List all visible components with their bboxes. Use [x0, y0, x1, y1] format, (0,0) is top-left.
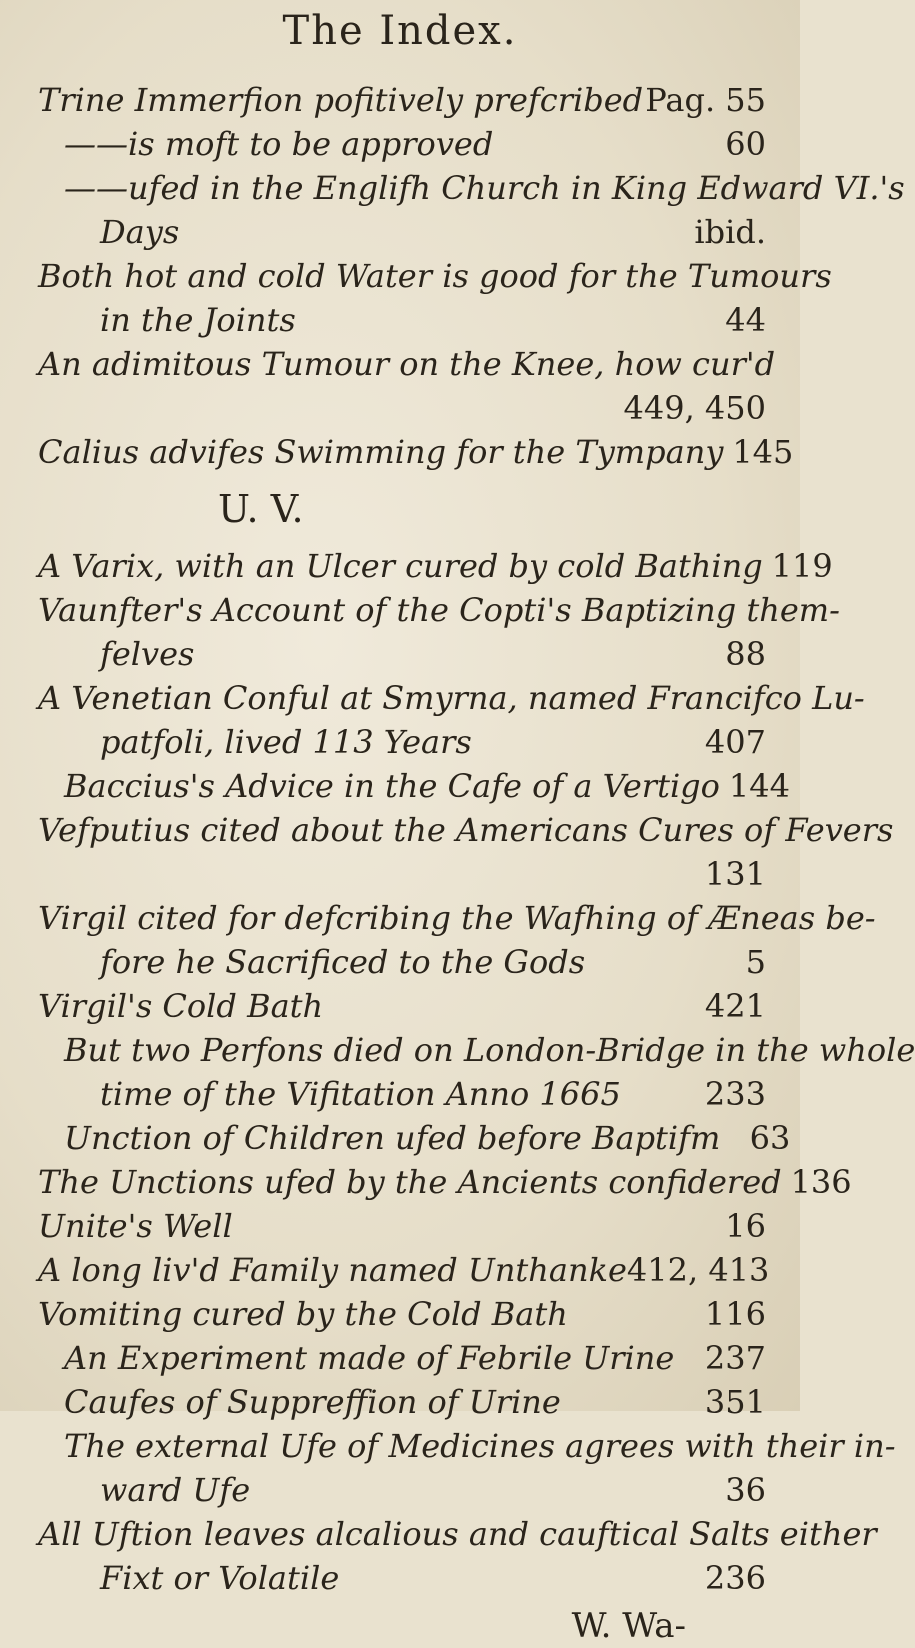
index-entry — [38, 78, 905, 254]
entry-text: Vefputius cited about the Americans Cures of Fevers — [38, 811, 894, 849]
entry-text: Unction of Children ufed before Baptifm — [64, 1119, 721, 1157]
index-line — [38, 1204, 766, 1248]
page-reference: 44 — [725, 301, 766, 339]
index-line — [38, 254, 832, 298]
index-line — [38, 1556, 766, 1600]
index-entry — [38, 588, 840, 676]
entry-text: Vomiting cured by the Cold Bath — [38, 1295, 568, 1333]
page-reference: 36 — [725, 1471, 766, 1509]
page-reference: 145 — [732, 433, 794, 471]
page-reference: 5 — [745, 943, 766, 981]
index-line — [38, 1336, 766, 1380]
index-line — [38, 940, 766, 984]
index-entry — [38, 1292, 766, 1336]
entry-text: felves — [100, 635, 195, 673]
entry-text: patfoli, lived 113 Years — [100, 723, 472, 761]
index-entry — [38, 676, 865, 764]
page-reference: 233 — [704, 1075, 766, 1113]
index-line — [38, 720, 766, 764]
index-entry — [38, 1204, 766, 1248]
page-reference: 421 — [704, 987, 766, 1025]
index-group-uv — [38, 544, 915, 1600]
index-entry — [38, 544, 833, 588]
entry-text: Trine Immerfion pofitively prefcribed — [38, 81, 644, 119]
page-reference: 144 — [728, 767, 790, 805]
section-heading: U. V. — [218, 487, 304, 531]
index-entry — [38, 984, 766, 1028]
entry-text: ward Ufe — [100, 1471, 251, 1509]
index-entry — [38, 430, 794, 474]
index-line — [38, 764, 790, 808]
index-line — [38, 386, 766, 430]
index-line — [38, 1380, 766, 1424]
entry-text: ——is moft to be approved — [64, 125, 494, 163]
index-line — [38, 588, 840, 632]
entry-text: time of the Vifitation Anno 1665 — [100, 1075, 621, 1113]
page-reference: 351 — [704, 1383, 766, 1421]
page-reference: 116 — [704, 1295, 766, 1333]
index-entry — [38, 1512, 877, 1600]
index-line — [38, 1028, 915, 1072]
index-line — [38, 896, 876, 940]
entry-text: Fixt or Volatile — [100, 1559, 340, 1597]
entry-text: ——ufed in the Englifh Church in King Edward VI.'s — [64, 169, 905, 207]
page-reference: 16 — [725, 1207, 766, 1245]
index-line — [38, 808, 894, 852]
entry-text: Calius advifes Swimming for the Tympany — [38, 433, 724, 471]
page-reference: 119 — [771, 547, 833, 585]
index-line — [38, 430, 794, 474]
index-line — [38, 1116, 791, 1160]
page-reference: 63 — [749, 1119, 791, 1157]
index-entry — [38, 1028, 915, 1116]
index-group-t — [38, 78, 905, 474]
index-line — [38, 1248, 770, 1292]
index-line — [38, 852, 766, 896]
entry-text: An adimitous Tumour on the Knee, how cur'd — [38, 345, 776, 383]
page-reference: ibid. — [694, 213, 766, 251]
catchword: W. Wa- — [571, 1606, 686, 1646]
entry-text: The Unctions ufed by the Ancients confidered — [38, 1163, 782, 1201]
page-reference: 60 — [725, 125, 766, 163]
index-line — [38, 544, 833, 588]
index-line — [38, 122, 766, 166]
index-entry — [38, 1336, 766, 1380]
entry-text: An Experiment made of Febrile Urine — [64, 1339, 675, 1377]
index-line — [38, 676, 865, 720]
index-line — [38, 984, 766, 1028]
entry-text: A Varix, with an Ulcer cured by cold Bathing — [38, 547, 763, 585]
entry-text: The external Ufe of Medicines agrees with their in- — [64, 1427, 896, 1465]
entry-text: in the Joints — [100, 301, 296, 339]
page-reference: Pag. 55 — [645, 81, 766, 119]
running-head: The Index. — [282, 8, 518, 54]
index-line — [38, 298, 766, 342]
entry-text: Vaunfter's Account of the Copti's Baptizing them- — [38, 591, 840, 629]
entry-text: Unite's Well — [38, 1207, 233, 1245]
index-entry — [38, 896, 876, 984]
index-entry — [38, 808, 894, 896]
page-reference: 88 — [725, 635, 766, 673]
page-reference: 412, 413 — [626, 1251, 770, 1289]
index-entry — [38, 254, 832, 342]
index-entry — [38, 1116, 791, 1160]
index-line — [38, 1468, 766, 1512]
index-entry — [38, 1160, 852, 1204]
entry-text: Days — [100, 213, 180, 251]
page-reference: 407 — [704, 723, 766, 761]
index-line — [38, 632, 766, 676]
index-line — [38, 166, 905, 210]
entry-text: A Venetian Conful at Smyrna, named Francifco Lu- — [38, 679, 865, 717]
entry-text: Both hot and cold Water is good for the Tumours — [38, 257, 832, 295]
page-reference: 449, 450 — [623, 389, 766, 427]
index-entry — [38, 342, 776, 430]
index-entry — [38, 1380, 766, 1424]
index-entry — [38, 1424, 896, 1512]
page-reference: 131 — [704, 855, 766, 893]
page-reference: 136 — [790, 1163, 852, 1201]
index-line — [38, 1160, 852, 1204]
index-entry — [38, 764, 790, 808]
entry-text: A long liv'd Family named Unthanke — [38, 1251, 627, 1289]
entry-text: Virgil's Cold Bath — [38, 987, 324, 1025]
index-line — [38, 78, 766, 122]
index-line — [38, 1424, 896, 1468]
index-line — [38, 210, 766, 254]
index-line — [38, 342, 776, 386]
index-entries — [38, 78, 915, 1648]
page-reference: 236 — [704, 1559, 766, 1597]
index-line — [38, 1512, 877, 1556]
index-line — [38, 1292, 766, 1336]
index-line — [38, 1072, 766, 1116]
entry-text: But two Perfons died on London-Bridge in the whole — [64, 1031, 915, 1069]
entry-text: Virgil cited for defcribing the Wafhing of Æneas be- — [38, 899, 876, 937]
index-entry — [38, 1248, 770, 1292]
entry-text: fore he Sacrificed to the Gods — [100, 943, 586, 981]
page-reference: 237 — [704, 1339, 766, 1377]
entry-text: All Uftion leaves alcalious and cauftical Salts either — [38, 1515, 877, 1553]
entry-text: Baccius's Advice in the Cafe of a Vertigo — [64, 767, 720, 805]
entry-text: Caufes of Suppreffion of Urine — [64, 1383, 561, 1421]
